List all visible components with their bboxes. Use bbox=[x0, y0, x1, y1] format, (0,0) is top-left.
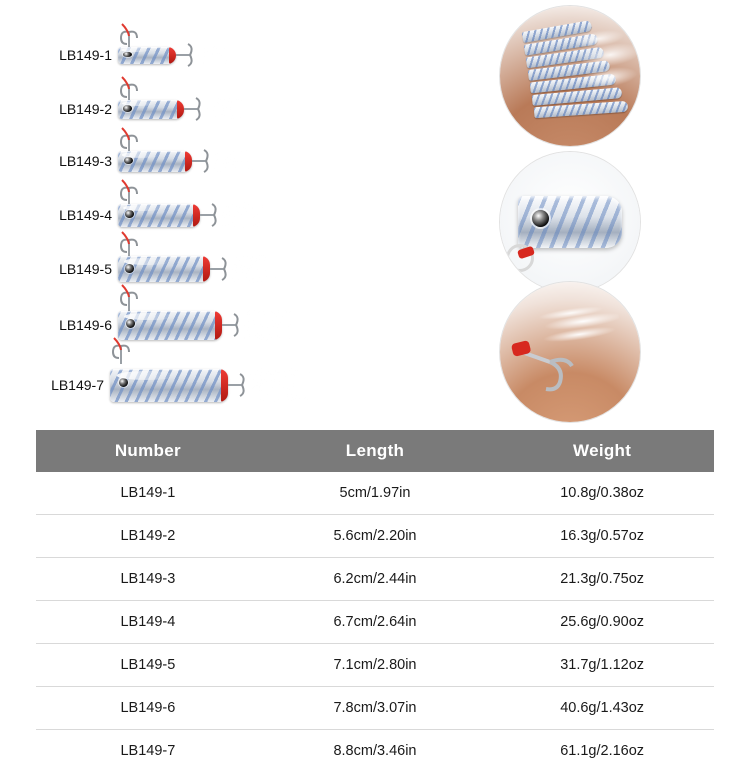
lure-label: LB149-7 bbox=[0, 377, 110, 393]
feather-tail bbox=[222, 194, 290, 236]
column-header-weight: Weight bbox=[490, 430, 714, 472]
cell-number: LB149-6 bbox=[36, 687, 260, 730]
front-treble-hook-icon bbox=[116, 283, 142, 313]
lure-eye-icon bbox=[125, 210, 134, 218]
feather-tail bbox=[206, 91, 264, 127]
front-treble-hook-icon bbox=[108, 336, 134, 366]
lure-label: LB149-5 bbox=[0, 261, 118, 277]
cell-weight: 61.1g/2.16oz bbox=[490, 730, 714, 772]
cell-number: LB149-1 bbox=[36, 472, 260, 515]
lure-eye-icon bbox=[119, 378, 128, 387]
lure-graphic bbox=[118, 299, 326, 351]
lure-eye-icon bbox=[125, 264, 134, 273]
detail-photo-feather-hook-closeup bbox=[500, 282, 640, 422]
table-row bbox=[36, 687, 714, 730]
feather-tail bbox=[244, 299, 326, 351]
feather-tail bbox=[250, 356, 342, 414]
cell-weight: 10.8g/0.38oz bbox=[490, 472, 714, 515]
lure-graphic bbox=[118, 246, 306, 292]
lure-body bbox=[118, 204, 200, 227]
cell-length: 6.2cm/2.44in bbox=[260, 558, 491, 601]
cell-length: 5cm/1.97in bbox=[260, 472, 491, 515]
lure-graphic bbox=[118, 194, 290, 236]
lure-row bbox=[0, 240, 306, 298]
lure-label: LB149-4 bbox=[0, 207, 118, 223]
feather-tails bbox=[559, 7, 640, 126]
lure-graphic bbox=[118, 38, 252, 72]
feather-tail bbox=[214, 142, 276, 180]
lure-body bbox=[118, 47, 176, 64]
lure-row bbox=[0, 296, 326, 354]
table-row bbox=[36, 472, 714, 515]
feather-tail bbox=[198, 38, 252, 72]
cell-number: LB149-7 bbox=[36, 730, 260, 772]
cell-number: LB149-4 bbox=[36, 601, 260, 644]
lure-eye-icon bbox=[124, 157, 133, 164]
jig-body-closeup bbox=[518, 196, 622, 248]
lure-graphic bbox=[110, 356, 342, 414]
cell-length: 7.8cm/3.07in bbox=[260, 687, 491, 730]
detail-photo-hand-holding-jig-stack bbox=[500, 6, 640, 146]
table-row bbox=[36, 601, 714, 644]
table-body bbox=[36, 472, 714, 772]
cell-length: 6.7cm/2.64in bbox=[260, 601, 491, 644]
lure-body bbox=[118, 151, 192, 172]
column-header-number: Number bbox=[36, 430, 260, 472]
lure-row bbox=[0, 356, 342, 414]
detail-photo-jig-head-closeup bbox=[500, 152, 640, 292]
cell-length: 8.8cm/3.46in bbox=[260, 730, 491, 772]
lure-size-lineup bbox=[0, 0, 500, 425]
column-header-length: Length bbox=[260, 430, 491, 472]
cell-number: LB149-2 bbox=[36, 515, 260, 558]
table-row bbox=[36, 644, 714, 687]
cell-weight: 31.7g/1.12oz bbox=[490, 644, 714, 687]
lure-eye-icon bbox=[123, 105, 132, 111]
lure-row bbox=[0, 186, 290, 244]
cell-number: LB149-5 bbox=[36, 644, 260, 687]
treble-hook-icon bbox=[506, 332, 586, 402]
lure-label: LB149-3 bbox=[0, 153, 118, 169]
cell-length: 7.1cm/2.80in bbox=[260, 644, 491, 687]
lure-graphic bbox=[118, 142, 276, 180]
cell-weight: 21.3g/0.75oz bbox=[490, 558, 714, 601]
table-header-row bbox=[36, 430, 714, 472]
table-row bbox=[36, 558, 714, 601]
table-header bbox=[36, 430, 714, 472]
table-row bbox=[36, 515, 714, 558]
lure-eye-icon bbox=[532, 210, 549, 227]
feather-tail bbox=[232, 246, 306, 292]
lure-label: LB149-1 bbox=[0, 47, 118, 63]
lure-body bbox=[118, 100, 184, 119]
lure-eye-icon bbox=[123, 52, 132, 58]
cell-weight: 40.6g/1.43oz bbox=[490, 687, 714, 730]
specifications-table bbox=[36, 430, 714, 772]
lure-label: LB149-2 bbox=[0, 101, 118, 117]
lure-graphic bbox=[118, 91, 264, 127]
lure-label: LB149-6 bbox=[0, 317, 118, 333]
cell-number: LB149-3 bbox=[36, 558, 260, 601]
lure-body bbox=[118, 256, 210, 282]
lure-eye-icon bbox=[126, 319, 135, 328]
table-row bbox=[36, 730, 714, 772]
cell-weight: 25.6g/0.90oz bbox=[490, 601, 714, 644]
cell-weight: 16.3g/0.57oz bbox=[490, 515, 714, 558]
lure-body bbox=[110, 369, 228, 402]
cell-length: 5.6cm/2.20in bbox=[260, 515, 491, 558]
